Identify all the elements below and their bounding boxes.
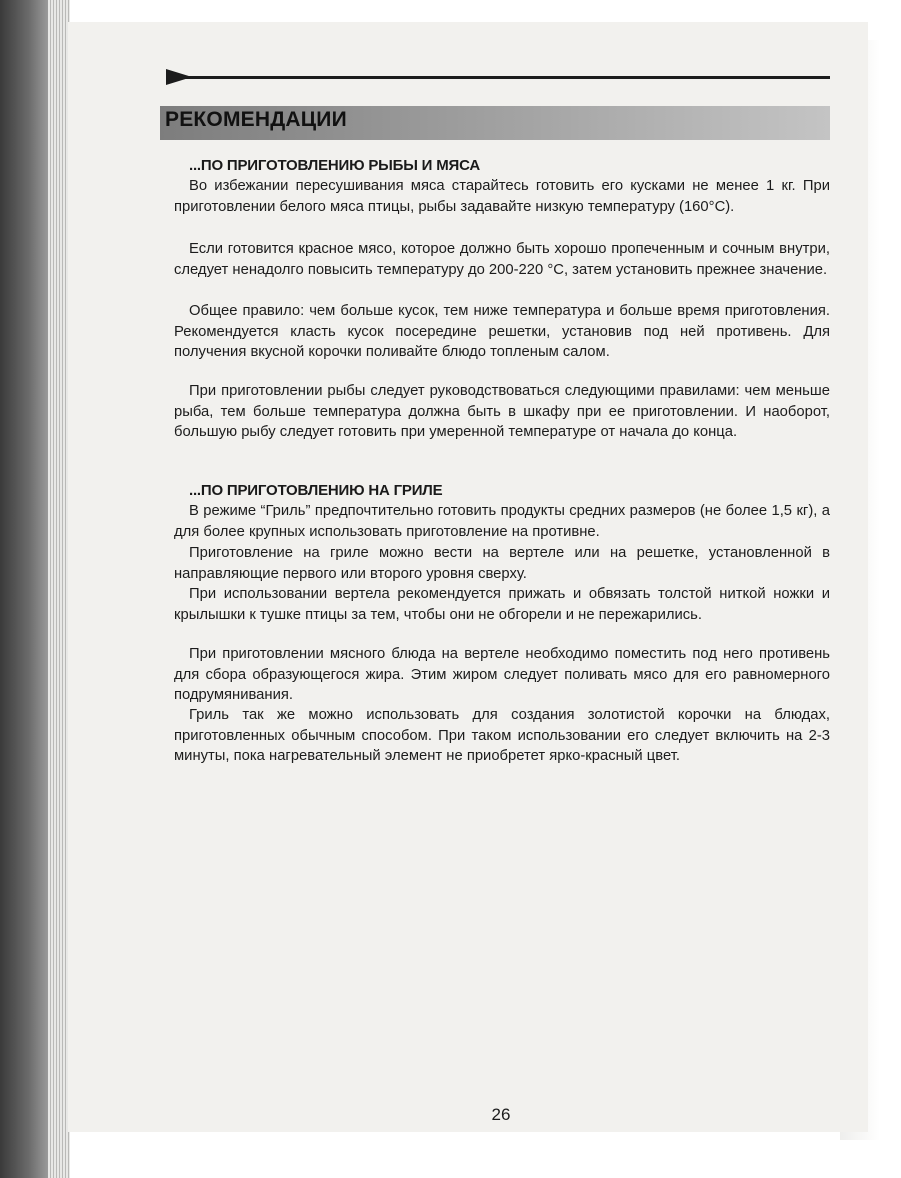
section-title-grill: ...ПО ПРИГОТОВЛЕНИЮ НА ГРИЛЕ: [189, 482, 443, 499]
paragraph: Гриль так же можно использовать для создания золотистой корочки на блюдах, приготовленных обычным способом. При таком использовании его следует включить на 2-3 минуты, пока нагревательный элемент не приобретет ярко-красный цвет.: [174, 707, 830, 764]
paragraph: При приготовлении рыбы следует руководствоваться следующими правилами: чем меньше рыба, тем больше температура должна быть в шкафу при ее приготовлении. И наоборот, большую рыбу следует готовить при умеренной температуре от начала до конца.: [174, 383, 830, 440]
paragraph: Во избежании пересушивания мяса старайтесь готовить его кусками не менее 1 кг. При приготовлении белого мяса птицы, рыбы задавайте низкую температуру (160°С).: [174, 178, 830, 215]
paragraph: Общее правило: чем больше кусок, тем ниже температура и больше время приготовления. Рекомендуется класть кусок посередине решетки, установив под ней противень. Для получения вкусной корочки поливайте блюдо топленым салом.: [174, 303, 830, 360]
paragraph: Если готовится красное мясо, которое должно быть хорошо пропеченным и сочным внутри, следует ненадолго повысить температуру до 200-220 °С, затем установить прежнее значение.: [174, 241, 830, 278]
page-heading: РЕКОМЕНДАЦИИ: [165, 108, 347, 131]
paragraph: Приготовление на гриле можно вести на вертеле или на решетке, установленной в направляющие первого или второго уровня сверху.: [174, 545, 830, 582]
paragraph: В режиме “Гриль” предпочтительно готовить продукты средних размеров (не более 1,5 кг), а для более крупных использовать приготовление на противне.: [174, 503, 830, 540]
book-binding: [0, 0, 48, 1178]
paragraph: При приготовлении мясного блюда на вертеле необходимо поместить под него противень для сбора образующегося жира. Этим жиром следует поливать мясо для его равномерного подрумянивания.: [174, 646, 830, 703]
page-number: 26: [491, 1105, 511, 1124]
header-rule: [168, 76, 830, 79]
section-title-fish-meat: ...ПО ПРИГОТОВЛЕНИЮ РЫБЫ И МЯСА: [189, 157, 480, 174]
header-arrow-icon: [166, 69, 192, 85]
page-edges: [48, 0, 70, 1178]
paragraph: При использовании вертела рекомендуется прижать и обвязать толстой ниткой ножки и крылышки к тушке птицы за тем, чтобы они не обгорели и не пережарились.: [174, 586, 830, 623]
